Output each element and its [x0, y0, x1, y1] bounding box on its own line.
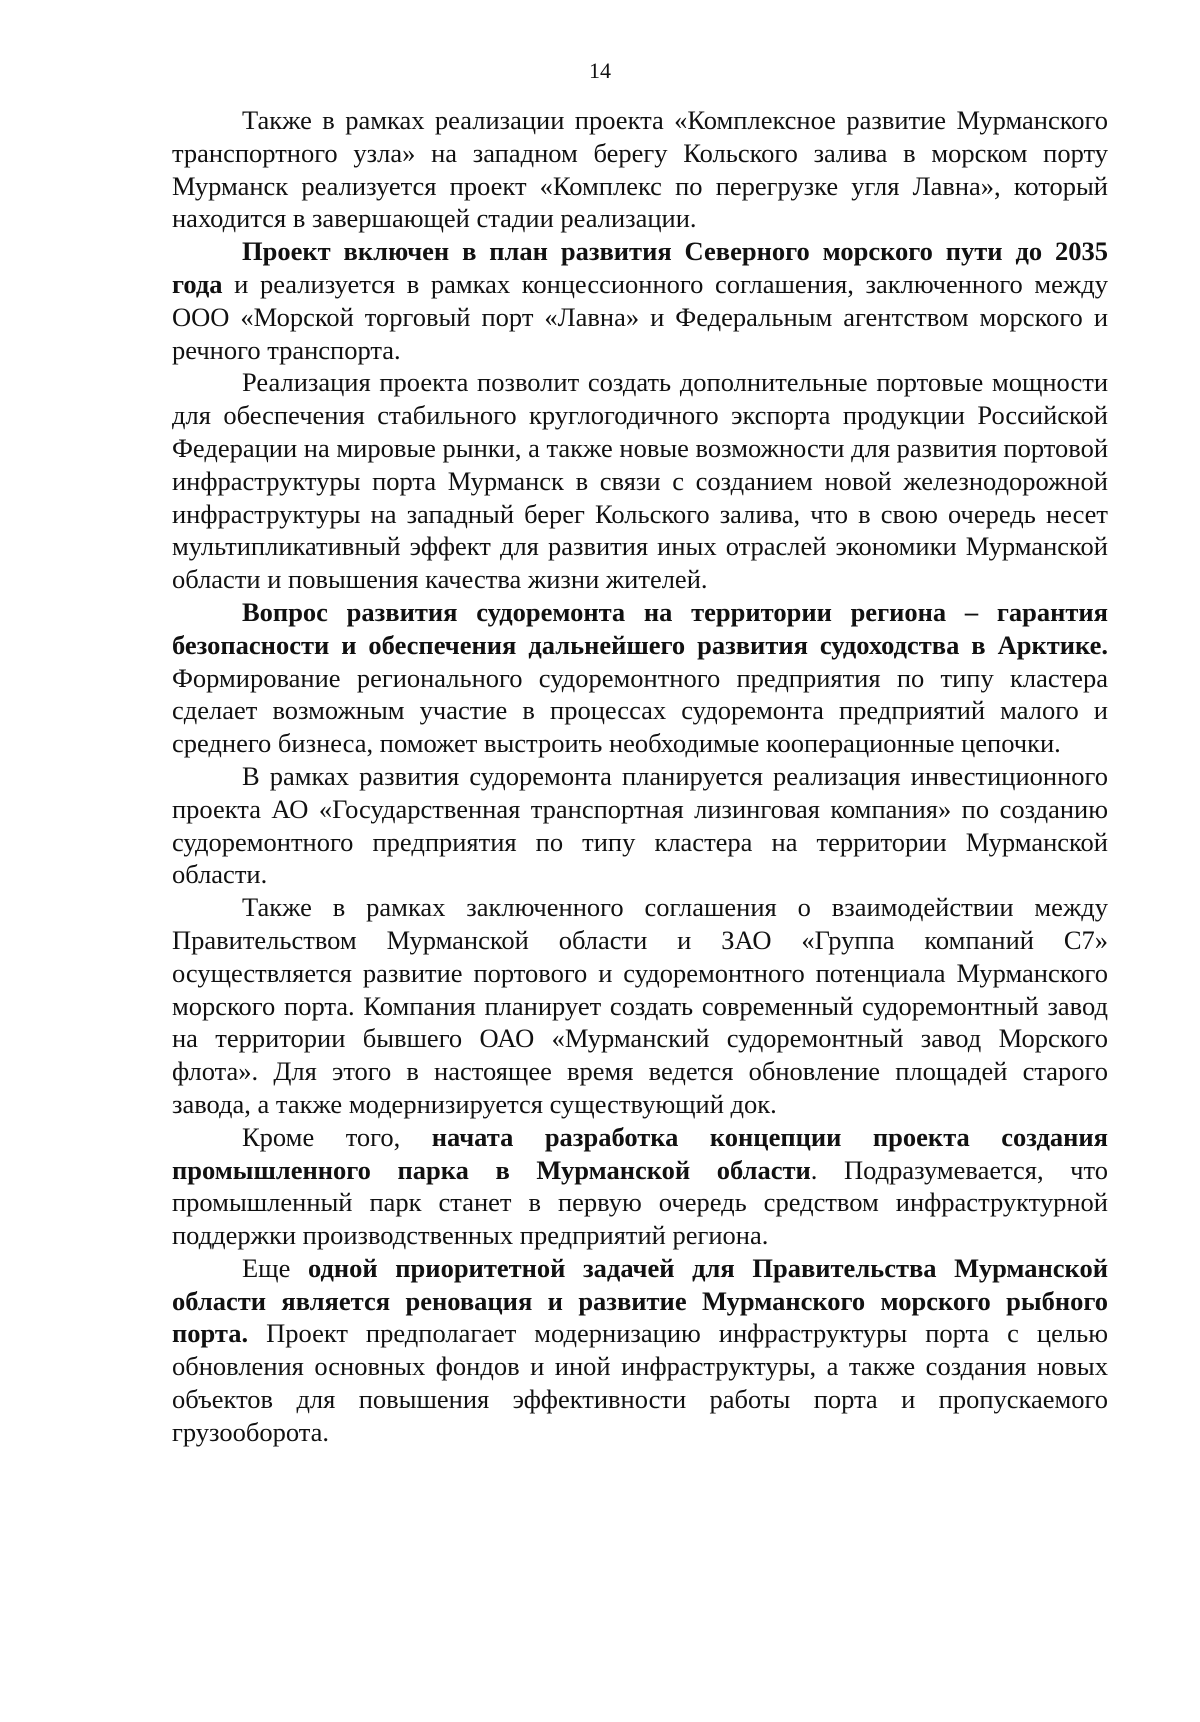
- paragraph-7: [172, 1121, 1108, 1252]
- paragraph-4: [172, 596, 1108, 760]
- paragraph-text: В рамках развития судоремонта планируется реализация инвестиционного проекта АО «Государственная транспортная лизинговая компания» по созданию судоремонтного предприятия по типу кластера на территории Мурманской области.: [172, 760, 1108, 890]
- paragraph-3: [172, 366, 1108, 596]
- bold-phrase: одной приоритетной задачей для Правительства Мурманской области является реновация и развитие Мурманского морского рыбного порта.: [172, 1252, 1108, 1349]
- paragraph-text: Также в рамках реализации проекта «Комплексное развитие Мурманского транспортного узла» на западном берегу Кольского залива в морском порту Мурманск реализуется проект «Комплекс по перегрузке угля Лавна», который находится в завершающей стадии реализации.: [172, 105, 1108, 234]
- paragraph-text: и реализуется в рамках концессионного соглашения, заключенного между ООО «Морской торговый порт «Лавна» и Федеральным агентством морского и речного транспорта.: [172, 268, 1108, 365]
- paragraph-1: [172, 104, 1108, 235]
- bold-phrase: Вопрос развития судоремонта на территории региона – гарантия безопасности и обеспечения дальнейшего развития судоходства в Арктике.: [172, 596, 1108, 660]
- paragraph-8: [172, 1252, 1108, 1449]
- paragraph-text: Проект предполагает модернизацию инфраструктуры порта с целью обновления основных фондов и иной инфраструктуры, а также создания новых объектов для повышения эффективности работы порта и пропускаемого грузооборота.: [172, 1318, 1108, 1447]
- bold-phrase: Проект включен в план развития Северного морского пути до 2035 года: [172, 236, 1108, 299]
- paragraph-6: [172, 891, 1108, 1121]
- paragraph-text: Кроме того,: [242, 1121, 432, 1152]
- paragraph-text: . Подразумевается, что промышленный парк станет в первую очередь средством инфраструктурной поддержки производственных предприятий региона.: [172, 1154, 1108, 1251]
- paragraph-text: Реализация проекта позволит создать дополнительные портовые мощности для обеспечения стабильного круглогодичного экспорта продукции Российской Федерации на мировые рынки, а также новые возможности для развития портовой инфраструктуры порта Мурманск в связи с созданием новой железнодорожной инфраструктуры на западный берег Кольского залива, что в свою очередь несет мультипликативный эффект для развития иных отраслей экономики Мурманской области и повышения качества жизни жителей.: [172, 367, 1108, 595]
- paragraph-5: [172, 760, 1108, 891]
- bold-phrase: начата разработка концепции проекта создания промышленного парка в Мурманской области: [172, 1121, 1108, 1185]
- document-body: [172, 104, 1108, 1449]
- page-number: 14: [589, 58, 611, 83]
- paragraph-text: Формирование регионального судоремонтного предприятия по типу кластера сделает возможным участие в процессах судоремонта предприятий малого и среднего бизнеса, поможет выстроить необходимые кооперационные цепочки.: [172, 662, 1108, 759]
- paragraph-text: Также в рамках заключенного соглашения о взаимодействии между Правительством Мурманской области и ЗАО «Группа компаний С7» осуществляется развитие портового и судоремонтного потенциала Мурманского морского порта. Компания планирует создать современный судоремонтный завод на территории бывшего ОАО «Мурманский судоремонтный завод Морского флота». Для этого в настоящее время ведется обновление площадей старого завода, а также модернизируется существующий док.: [172, 892, 1108, 1119]
- paragraph-2: [172, 235, 1108, 366]
- paragraph-text: Еще: [242, 1252, 308, 1283]
